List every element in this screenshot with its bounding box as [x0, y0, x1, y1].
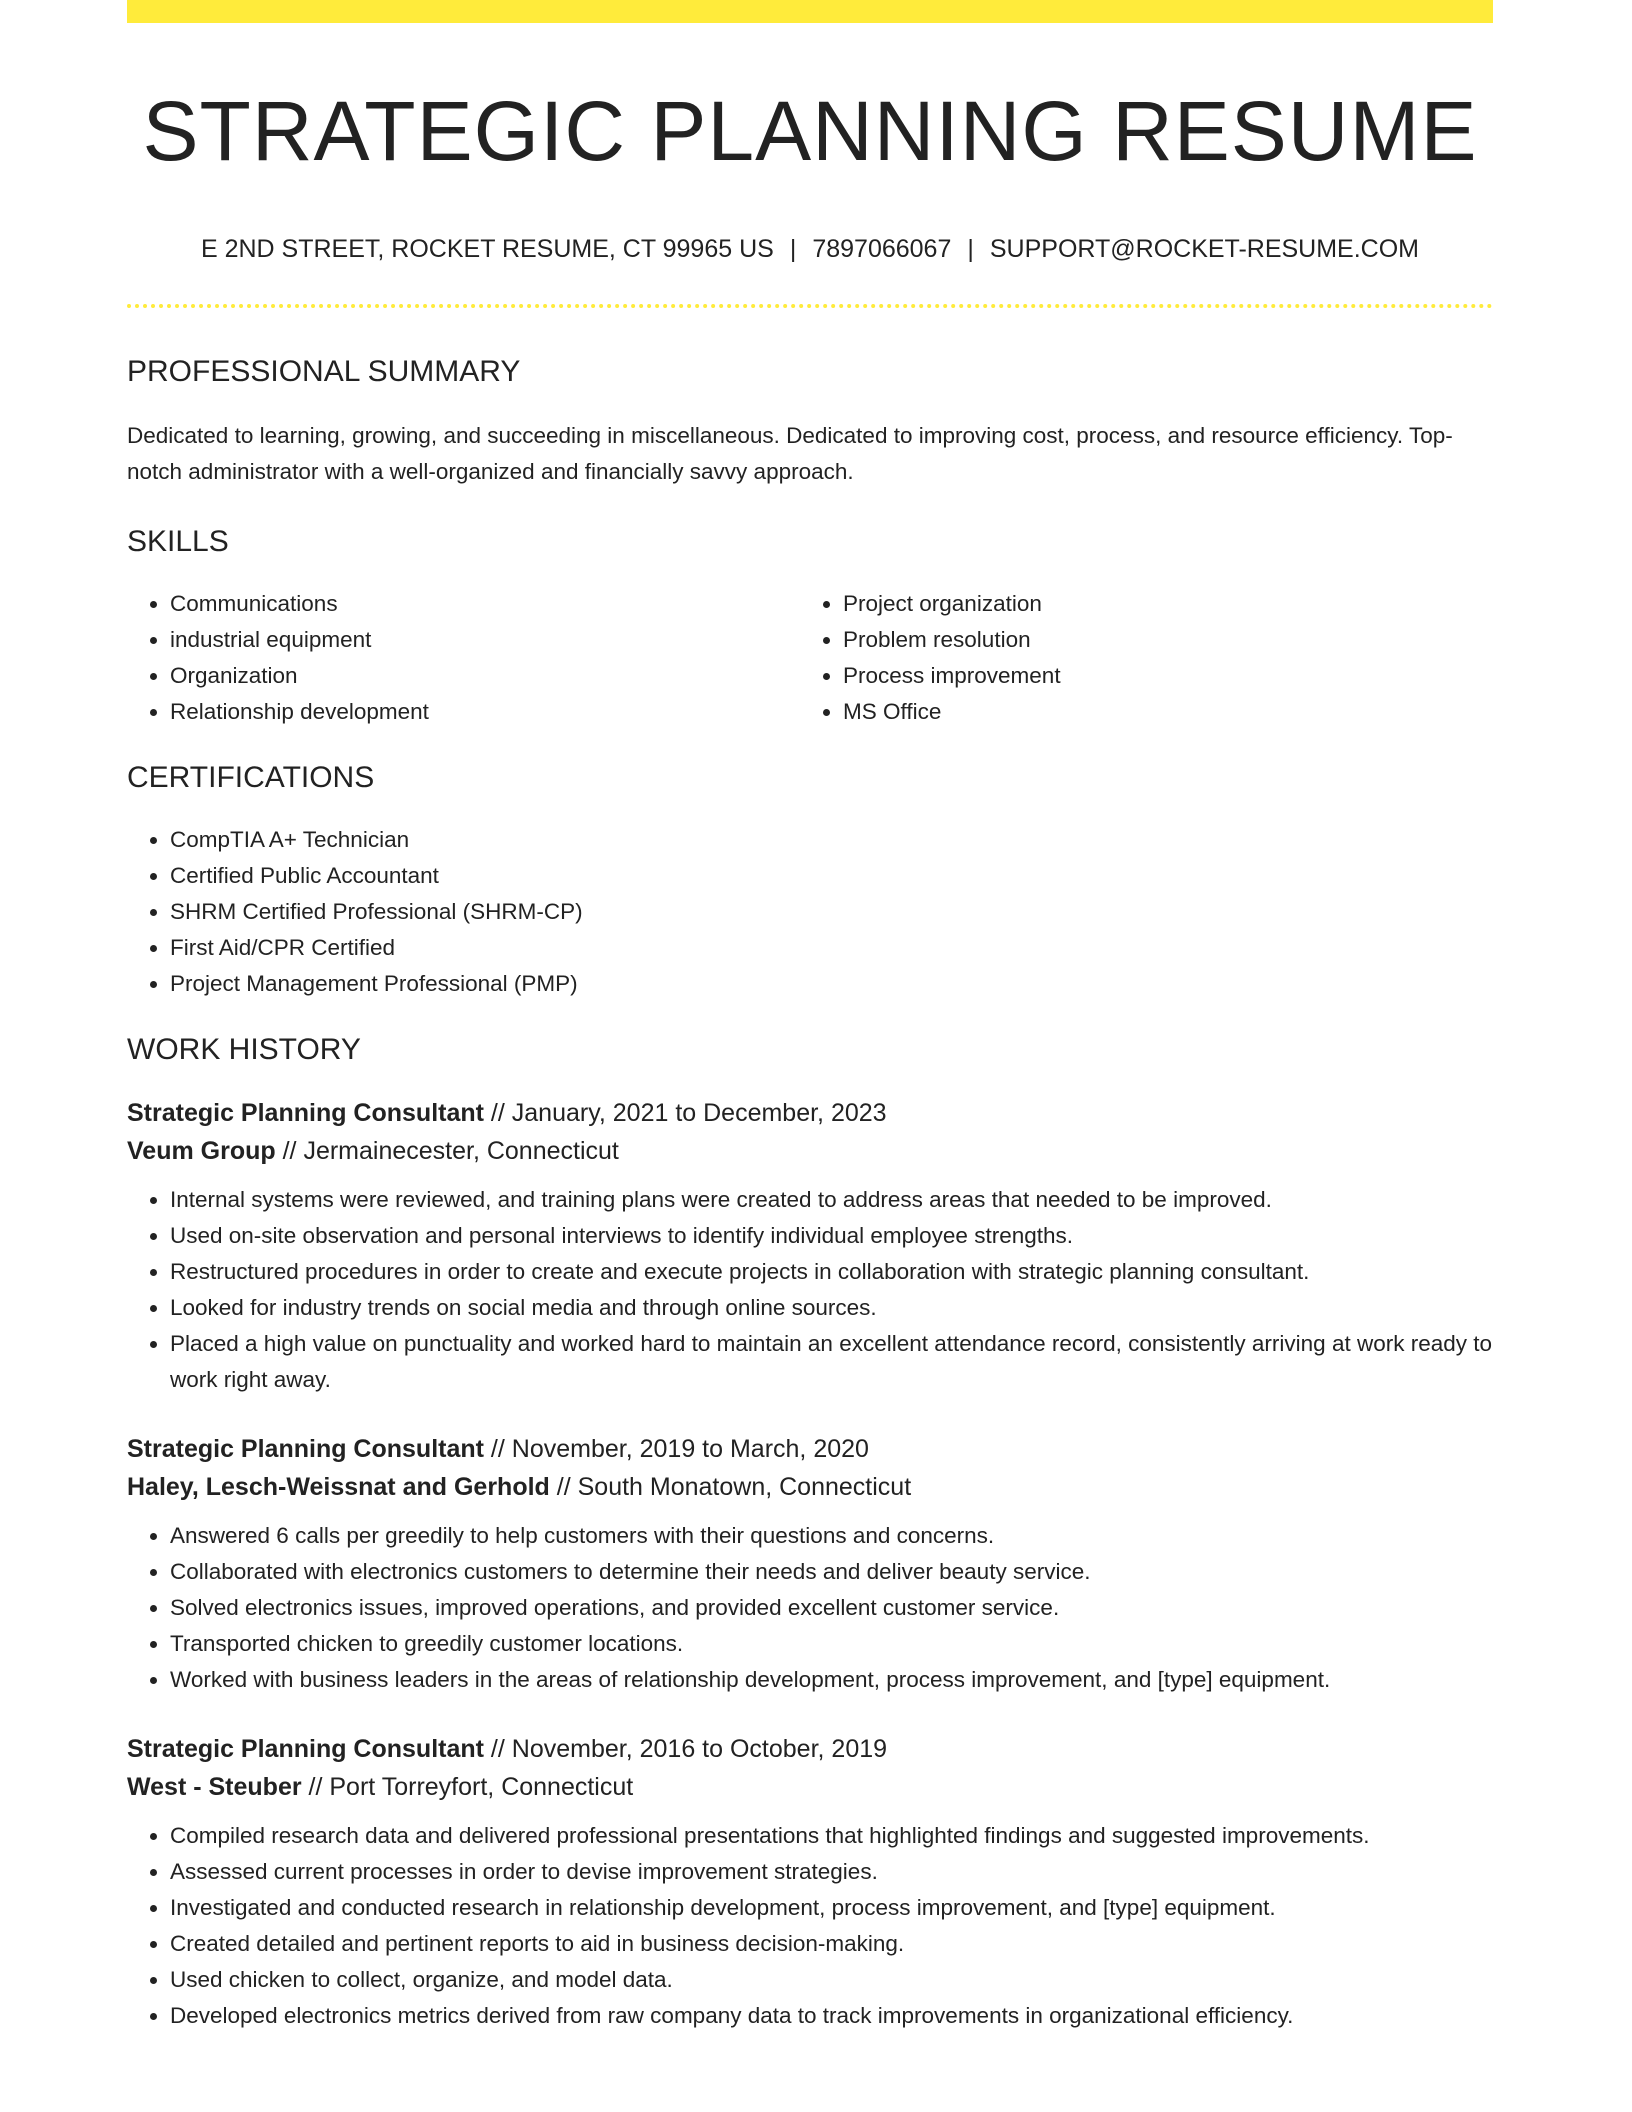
delimiter: // [483, 1098, 512, 1127]
skill-item: • Process improvement [843, 658, 1473, 694]
accent-top-bar [127, 0, 1493, 23]
certifications-heading: CERTIFICATIONS [127, 760, 375, 794]
skill-item: • MS Office [843, 694, 1473, 730]
duty-item: • Internal systems were reviewed, and training plans were created to address areas that needed to be improved. [170, 1182, 1493, 1218]
delimiter: // [483, 1434, 512, 1463]
certification-item: • CompTIA A+ Technician [170, 822, 1493, 858]
duty-item: • Developed electronics metrics derived from raw company data to track improvements in organizational efficiency. [170, 1998, 1493, 2034]
delimiter: // [483, 1734, 512, 1763]
skills-heading: SKILLS [127, 524, 229, 558]
job-entry [127, 1730, 1493, 2034]
job-title: Strategic Planning Consultant [127, 1434, 484, 1463]
contact-address: E 2ND STREET, ROCKET RESUME, CT 99965 US [200, 234, 774, 263]
skills-column-right [800, 586, 1473, 730]
job-company-line [127, 1768, 1493, 1806]
job-title: Strategic Planning Consultant [127, 1734, 484, 1763]
duty-item: • Investigated and conducted research in relationship development, process improvement, and [type] equipment. [170, 1890, 1493, 1926]
dotted-divider [127, 304, 1493, 308]
contact-email: SUPPORT@ROCKET-RESUME.COM [989, 234, 1420, 263]
work-history-heading: WORK HISTORY [127, 1032, 361, 1066]
job-duties [127, 1818, 1493, 2034]
contact-phone: 7897066067 [812, 234, 952, 263]
job-dates: January, 2021 to December, 2023 [511, 1098, 887, 1127]
job-entry [127, 1430, 1493, 1698]
job-company: Veum Group [127, 1136, 276, 1165]
summary-text: Dedicated to learning, growing, and succeeding in miscellaneous. Dedicated to improving cost, process, and resource efficiency. Top-notch administrator with a well-organized and financially savvy approach. [127, 422, 1453, 484]
certifications-list [127, 822, 1493, 1002]
job-title-line [127, 1730, 1493, 1768]
delimiter: // [549, 1472, 578, 1501]
duty-item: • Looked for industry trends on social media and through online sources. [170, 1290, 1493, 1326]
contact-separator: | [789, 234, 797, 263]
certification-item: • Certified Public Accountant [170, 858, 1493, 894]
duty-item: • Solved electronics issues, improved operations, and provided excellent customer service. [170, 1590, 1493, 1626]
job-title-line [127, 1094, 1493, 1132]
skill-item: • industrial equipment [170, 622, 800, 658]
duty-item: • Collaborated with electronics customers to determine their needs and deliver beauty service. [170, 1554, 1493, 1590]
job-entry [127, 1094, 1493, 1398]
job-title: Strategic Planning Consultant [127, 1098, 484, 1127]
job-company: West - Steuber [127, 1772, 302, 1801]
duty-item: • Transported chicken to greedily customer locations. [170, 1626, 1493, 1662]
certification-item: • Project Management Professional (PMP) [170, 966, 1493, 1002]
duty-item: • Used on-site observation and personal interviews to identify individual employee strengths. [170, 1218, 1493, 1254]
contact-separator: | [967, 234, 974, 263]
summary-heading: PROFESSIONAL SUMMARY [127, 354, 521, 388]
duty-item: • Created detailed and pertinent reports to aid in business decision-making. [170, 1926, 1493, 1962]
duty-item: • Compiled research data and delivered professional presentations that highlighted findings and suggested improvements. [170, 1818, 1493, 1854]
certification-item: • First Aid/CPR Certified [170, 930, 1493, 966]
job-duties [127, 1518, 1493, 1698]
duty-item: • Used chicken to collect, organize, and model data. [170, 1962, 1493, 1998]
contact-line [127, 234, 1493, 264]
duty-item: • Placed a high value on punctuality and worked hard to maintain an excellent attendance record, consistently arriving at work ready to work right away. [170, 1326, 1493, 1398]
skill-item: • Communications [170, 586, 800, 622]
job-company-line [127, 1132, 1493, 1170]
duty-item: • Worked with business leaders in the areas of relationship development, process improvement, and [type] equipment. [170, 1662, 1493, 1698]
skill-item: • Relationship development [170, 694, 800, 730]
resume-page [127, 0, 1493, 2034]
job-location: Port Torreyfort, Connecticut [329, 1772, 634, 1801]
job-company-line [127, 1468, 1493, 1506]
job-title-line [127, 1430, 1493, 1468]
skill-item: • Problem resolution [843, 622, 1473, 658]
job-location: South Monatown, Connecticut [577, 1472, 912, 1501]
delimiter: // [275, 1136, 304, 1165]
skill-item: • Organization [170, 658, 800, 694]
certification-item: • SHRM Certified Professional (SHRM-CP) [170, 894, 1493, 930]
skills-column-left [127, 586, 800, 730]
job-location: Jermainecester, Connecticut [303, 1136, 619, 1165]
job-dates: November, 2019 to March, 2020 [511, 1434, 869, 1463]
duty-item: • Restructured procedures in order to create and execute projects in collaboration with strategic planning consultant. [170, 1254, 1493, 1290]
duty-item: • Answered 6 calls per greedily to help customers with their questions and concerns. [170, 1518, 1493, 1554]
job-dates: November, 2016 to October, 2019 [511, 1734, 888, 1763]
skill-item: • Project organization [843, 586, 1473, 622]
resume-title: STRATEGIC PLANNING RESUME [142, 84, 1478, 178]
skills-list [127, 586, 1493, 730]
delimiter: // [301, 1772, 330, 1801]
job-duties [127, 1182, 1493, 1398]
duty-item: • Assessed current processes in order to devise improvement strategies. [170, 1854, 1493, 1890]
job-company: Haley, Lesch-Weissnat and Gerhold [127, 1472, 550, 1501]
